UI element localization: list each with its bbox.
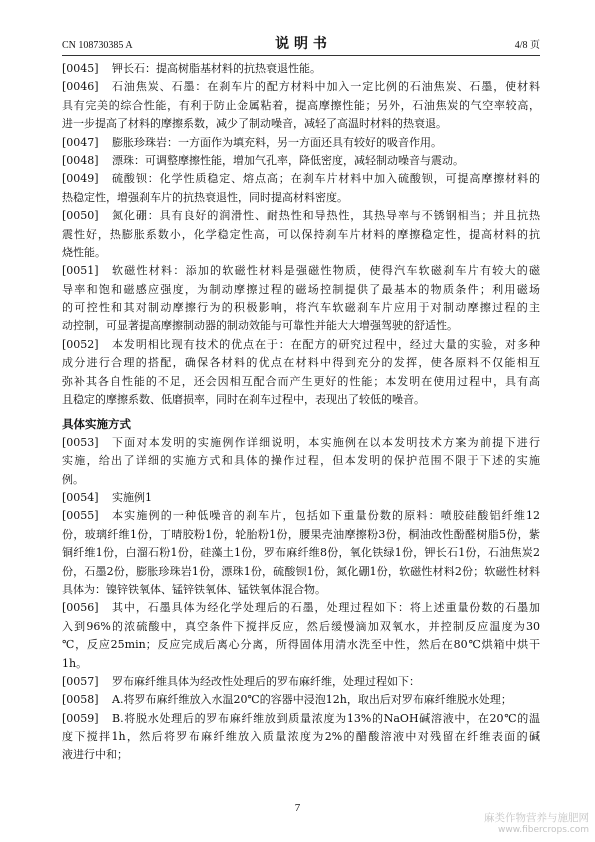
line-text: 本发明相比现有技术的优点在于：在配方的研究过程中，经过大量的实验，对多种 (112, 337, 540, 351)
body-line (62, 97, 540, 115)
line-text: 且稳定的摩擦系数、低磨损率，同时在刹车过程中，表现出了较低的噪音。 (62, 393, 425, 407)
line-text: 动控制，可显著提高摩擦制动器的制动效能与可靠性并能大大增强驾驶的舒适性。 (62, 319, 458, 333)
body-line (62, 244, 540, 262)
watermark-site-name: 麻类作物营养与施肥网 (484, 812, 589, 824)
body-line (62, 489, 540, 507)
body-line (62, 115, 540, 133)
body-line (62, 581, 540, 599)
line-text: 罗布麻纤维具体为经改性处理后的罗布麻纤维，处理过程如下： (112, 674, 420, 688)
body-line (62, 434, 540, 452)
paragraph-number: [0050] (62, 209, 99, 223)
paragraph (62, 78, 540, 133)
page-header (62, 36, 540, 56)
line-text: 氮化硼：具有良好的润滑性、耐热性和导热性，其热导率与不锈钢相当；并且抗热 (112, 209, 540, 223)
paragraph-number: [0046] (62, 80, 99, 94)
body-line (62, 299, 540, 317)
paragraph (62, 262, 540, 336)
paragraph (62, 710, 540, 765)
watermark-url: www.fibercrops.com (498, 825, 589, 835)
paragraph-number: [0049] (62, 172, 99, 186)
body-line (62, 373, 540, 391)
paragraph-number: [0055] (62, 509, 99, 523)
line-text: 1h。 (62, 656, 88, 670)
line-text: 钾长石：提高树脂基材料的抗热衰退性能。 (112, 62, 321, 75)
body-line (62, 563, 540, 581)
body-line (62, 526, 540, 544)
line-text: 烧性能。 (62, 245, 106, 259)
paragraph (62, 336, 540, 410)
line-text: 石油焦炭、石墨：在刹车片的配方材料中加入一定比例的石油焦炭、石墨，使材料 (112, 80, 540, 94)
body-line (62, 507, 540, 525)
body-line (62, 618, 540, 636)
body-line (62, 152, 540, 170)
paragraph (62, 489, 540, 507)
paragraph-number: [0058] (62, 693, 99, 707)
body-line (62, 746, 540, 764)
paragraph-number: [0051] (62, 264, 99, 278)
body-line (62, 226, 540, 244)
paragraph (62, 434, 540, 489)
line-text: 膨胀珍珠岩：一方面作为填充料，另一方面还具有较好的吸音作用。 (112, 135, 442, 149)
line-text: B.将脱水处理后的罗布麻纤维放到质量浓度为13%的NaOH碱溶液中，在20℃的温 (112, 711, 540, 725)
body-line (62, 673, 540, 691)
paragraph-number: [0045] (62, 62, 99, 75)
body-line (62, 78, 540, 96)
paragraph-number: [0052] (62, 337, 99, 351)
body-line (62, 710, 540, 728)
paragraph (62, 599, 540, 673)
line-text: 液进行中和； (62, 748, 128, 762)
body-line (62, 728, 540, 746)
paragraph (62, 507, 540, 599)
body-line (62, 170, 540, 188)
paragraph-number: [0053] (62, 435, 99, 449)
paragraph-number: [0057] (62, 674, 99, 688)
page-indicator: 4/8 页 (514, 40, 540, 51)
line-text: 具体为：镍锌铁氧体、锰锌铁氧体、锰铁氧体混合物。 (62, 582, 326, 596)
paragraph (62, 673, 540, 691)
line-text: 成分进行合理的搭配，确保各材料的优点在材料中得到充分的发挥，使各原料不仅能相互 (62, 356, 540, 370)
line-text: 例。 (62, 472, 84, 486)
line-text: 导率和饱和磁感应强度，为制动摩擦过程的磁场控制提供了最基本的物质条件；利用磁场 (62, 282, 540, 296)
body-line (62, 134, 540, 152)
line-text: 其中，石墨具体为经化学处理后的石墨，处理过程如下：将上述重量份数的石墨加 (112, 601, 540, 615)
line-text: 实施例1 (112, 490, 152, 504)
body-line (62, 691, 540, 709)
paragraph-number: [0048] (62, 153, 99, 167)
body-line (62, 452, 540, 470)
body-line (62, 60, 540, 78)
line-text: 铜纤维1份，白溜石粉1份，硅藻土1份，罗布麻纤维8份，氧化铁绿1份，钾长石1份，石油焦炭2 (62, 546, 540, 560)
body-line (62, 636, 540, 654)
document-body (62, 60, 540, 765)
line-text: 度下搅拌1h，然后将罗布麻纤维放入质量浓度为2%的醋酸溶液中对残留在纤维表面的碱 (62, 730, 540, 744)
body-line (62, 471, 540, 489)
body-line (62, 354, 540, 372)
document-title: 说 明 书 (275, 36, 327, 52)
line-text: 份，玻璃纤维1份，丁晴胶粉1份，轮胎粉1份，腰果壳油摩擦粉3份，桐油改性酚醛树脂5份，紫 (62, 527, 540, 541)
line-text: 硫酸钡：化学性质稳定、熔点高；在刹车片材料中加入硫酸钡，可提高摩擦材料的 (112, 172, 540, 186)
document-number: CN 108730385 A (62, 40, 133, 51)
line-text: 进一步提高了材料的摩擦系数，减少了制动噪音，减轻了高温时材料的热衰退。 (62, 117, 447, 131)
paragraph (62, 691, 540, 709)
body-line (62, 281, 540, 299)
paragraph-number: [0056] (62, 601, 99, 615)
body-line (62, 336, 540, 354)
paragraph (62, 60, 540, 78)
line-text: 漂珠：可调整摩擦性能，增加气孔率，降低密度，减轻制动噪音与震动。 (112, 153, 464, 167)
body-line (62, 655, 540, 673)
line-text: 软磁性材料：添加的软磁性材料是强磁性物质，使得汽车软磁刹车片有较大的磁 (112, 264, 540, 278)
page-number: 7 (294, 802, 301, 814)
body-line (62, 544, 540, 562)
line-text: 震性好，热膨胀系数小，化学稳定性高，可以保持刹车片材料的摩擦稳定性，提高材料的抗 (62, 227, 540, 241)
line-text: 本实施例的一种低噪音的刹车片，包括如下重量份数的原料：喷胶硅酸铝纤维12 (112, 509, 540, 523)
line-text: ℃，反应25min；反应完成后离心分离，所得固体用清水洗至中性，然后在80℃烘箱中烘干 (62, 638, 540, 652)
paragraph (62, 170, 540, 207)
line-text: 的可控性和其对制动摩擦行为的积极影响，将汽车软磁刹车片应用于对制动摩擦过程的主 (62, 301, 540, 315)
line-text: 弥补其各自性能的不足，还会因相互配合而产生更好的性能；本发明在使用过程中，具有高 (62, 374, 540, 388)
section-heading: 具体实施方式 (62, 417, 131, 432)
body-line (62, 391, 540, 409)
body-line (62, 189, 540, 207)
line-text: 实施，给出了详细的实施方式和具体的操作过程，但本发明的保护范围不限于下述的实施 (62, 454, 540, 468)
line-text: 份，石墨2份，膨胀珍珠岩1份，漂珠1份，硫酸钡1份，氮化硼1份，软磁性材料2份；软磁性材料 (62, 564, 540, 578)
line-text: A.将罗布麻纤维放入水温20℃的容器中浸泡12h，取出后对罗布麻纤维脱水处理； (112, 693, 512, 707)
paragraph (62, 134, 540, 152)
body-line (62, 317, 540, 335)
line-text: 下面对本发明的实施例作详细说明，本实施例在以本发明技术方案为前提下进行 (112, 435, 540, 449)
watermark (484, 812, 589, 836)
paragraph-number: [0059] (62, 711, 99, 725)
paragraph (62, 207, 540, 262)
paragraph-number: [0054] (62, 490, 99, 504)
body-line (62, 207, 540, 225)
paragraph (62, 152, 540, 170)
line-text: 具有完美的综合性能，有利于防止金属粘着，提高摩擦性能；另外，石油焦炭的气空率较高， (62, 98, 540, 112)
line-text: 入到96%的浓硫酸中，真空条件下搅拌反应，然后缓慢滴加双氧水，并控制反应温度为30 (62, 619, 540, 633)
body-line (62, 262, 540, 280)
paragraph-number: [0047] (62, 135, 99, 149)
line-text: 热稳定性，增强刹车片的抗热衰退性，同时提高材料密度。 (62, 190, 348, 204)
body-line (62, 599, 540, 617)
